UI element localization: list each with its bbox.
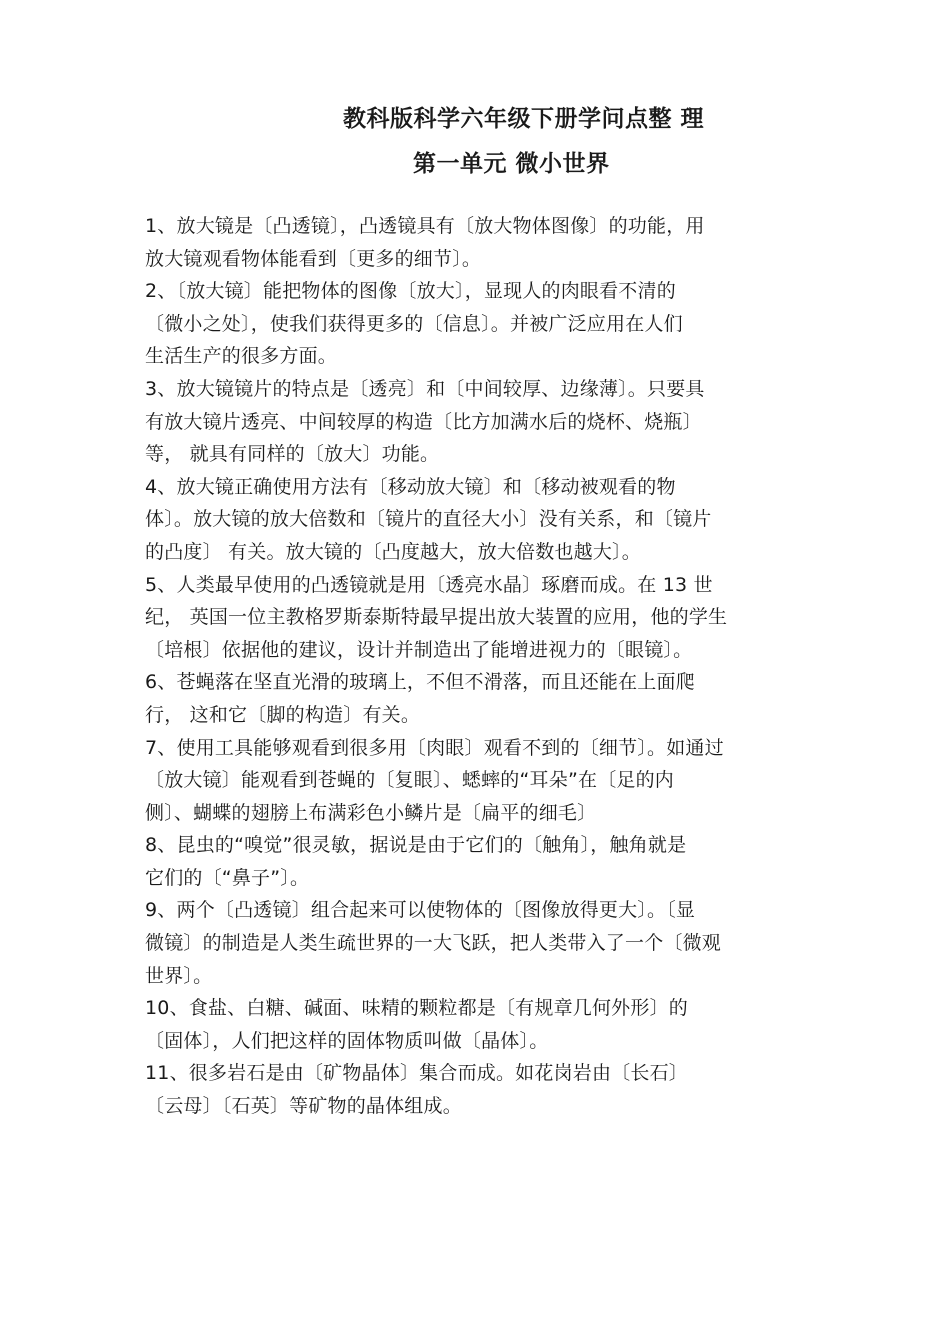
text-line: 9、两个〔凸透镜〕组合起来可以使物体的〔图像放得更大〕。〔显 xyxy=(145,899,696,922)
text-line: 10、食盐、白糖、碱面、味精的颗粒都是〔有规章几何外形〕的 xyxy=(145,997,688,1020)
text-line: 放大镜观看物体能看到〔更多的细节〕。 xyxy=(145,247,482,270)
text-line: 〔放大镜〕能观看到苍蝇的〔复眼〕、蟋蟀的“耳朵”在〔足的内 xyxy=(145,769,674,792)
text-line: 〔微小之处〕，使我们获得更多的〔信息〕。并被广泛应用在人们 xyxy=(145,312,683,335)
text-line: 4、放大镜正确使用方法有〔移动放大镜〕和〔移动被观看的物 xyxy=(145,475,676,498)
text-line: 〔云母〕〔石英〕等矿物的晶体组成。 xyxy=(145,1095,462,1118)
text-line: 7、使用工具能够观看到很多用〔肉眼〕观看不到的〔细节〕。如通过 xyxy=(145,736,724,759)
knowledge-points xyxy=(145,210,835,1123)
unit-title: 第一单元 微小世界 xyxy=(413,151,610,177)
text-line: 〔固体〕，人们把这样的固体物质叫做〔晶体〕。 xyxy=(145,1029,549,1052)
text-line: 5、人类最早使用的凸透镜就是用〔透亮水晶〕琢磨而成。在 13 世 xyxy=(145,573,713,596)
knowledge-point-5 xyxy=(145,569,835,667)
text-line: 体〕。放大镜的放大倍数和〔镜片的直径大小〕没有关系，和〔镜片 xyxy=(145,508,712,531)
knowledge-point-2 xyxy=(145,275,835,373)
text-line: 〔培根〕依据他的建议，设计并制造出了能增进视力的〔眼镜〕。 xyxy=(145,638,693,661)
text-line: 纪， 英国一位主教格罗斯泰斯特最早提出放大装置的应用，他的学生 xyxy=(145,606,728,629)
knowledge-point-11 xyxy=(145,1057,835,1122)
knowledge-point-8 xyxy=(145,829,835,894)
text-line: 世界〕。 xyxy=(145,964,213,987)
text-line: 有放大镜片透亮、中间较厚的构造〔比方加满水后的烧杯、烧瓶〕 xyxy=(145,410,702,433)
text-line: 等， 就具有同样的〔放大〕功能。 xyxy=(145,443,440,466)
text-line: 1、放大镜是〔凸透镜〕，凸透镜具有〔放大物体图像〕的功能，用 xyxy=(145,215,705,237)
text-line: 11、很多岩石是由〔矿物晶体〕集合而成。如花岗岩由〔长石〕 xyxy=(145,1062,688,1085)
knowledge-point-10 xyxy=(145,992,835,1057)
text-line: 行， 这和它〔脚的构造〕有关。 xyxy=(145,703,421,726)
knowledge-point-6 xyxy=(145,666,835,731)
knowledge-point-9 xyxy=(145,894,835,992)
text-line: 微镜〕的制造是人类生疏世界的一大飞跃，把人类带入了一个〔微观 xyxy=(145,932,722,955)
knowledge-point-3 xyxy=(145,373,835,471)
document-title: 教科版科学六年级下册学问点整 理 xyxy=(343,106,705,132)
knowledge-point-4 xyxy=(145,471,835,569)
text-line: 2、〔放大镜〕能把物体的图像〔放大〕，显现人的肉眼看不清的 xyxy=(145,280,676,303)
text-line: 8、昆虫的“嗅觉”很灵敏，据说是由于它们的〔触角〕，触角就是 xyxy=(145,834,687,857)
knowledge-point-1 xyxy=(145,210,835,275)
text-line: 的凸度〕 有关。放大镜的〔凸度越大，放大倍数也越大〕。 xyxy=(145,540,641,563)
text-line: 侧〕、蝴蝶的翅膀上布满彩色小鳞片是〔扁平的细毛〕 xyxy=(145,801,597,824)
knowledge-point-7 xyxy=(145,732,835,830)
text-line: 它们的〔“鼻子”〕。 xyxy=(145,866,310,889)
text-line: 生活生产的很多方面。 xyxy=(145,345,338,368)
text-line: 6、苍蝇落在坚直光滑的玻璃上，不但不滑落，而且还能在上面爬 xyxy=(145,671,695,694)
text-line: 3、放大镜镜片的特点是〔透亮〕和〔中间较厚、边缘薄〕。只要具 xyxy=(145,377,705,400)
